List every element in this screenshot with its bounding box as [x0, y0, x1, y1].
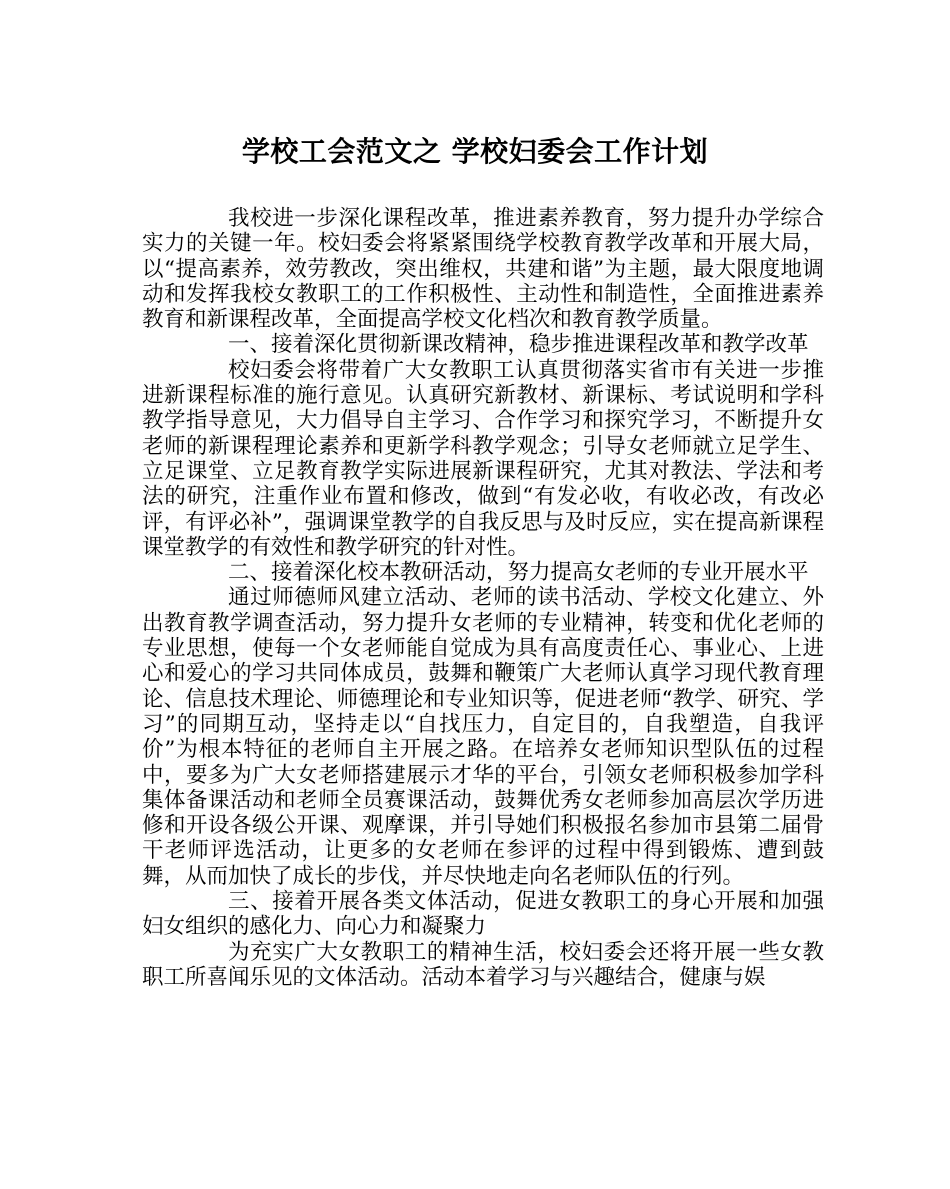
section-heading-2: 二、接着深化校本教研活动，努力提高女老师的专业开展水平 — [228, 560, 809, 586]
section-body-3: 为充实广大女教职工的精神生活，校妇委会还将开展一些女教职工所喜闻乐见的文体活动。活动本着学习与兴趣结合，健康与娱 — [142, 939, 824, 990]
section-body-1: 校妇委会将带着广大女教职工认真贯彻落实省市有关进一步推进新课程标准的施行意见。认真研究新教材、新课标、考试说明和学科教学指导意见，大力倡导自主学习、合作学习和探究学习，不断提升女老师的新课程理论素养和更新学科教学观念；引导女老师就立足学生、立足课堂、立足教育教学实际进展新课程研究，尤其对教法、学法和考法的研究，注重作业布置和修改，做到“有发必收，有收必改，有改必评，有评必补”，强调课堂教学的自我反思与及时反应，实在提高新课程课堂教学的有效性和教学研究的针对性。 — [142, 357, 824, 560]
section-body-2: 通过师德师风建立活动、老师的读书活动、学校文化建立、外出教育教学调查活动，努力提升女老师的专业精神，转变和优化老师的专业思想，使每一个女老师能自觉成为具有高度责任心、事业心、上进心和爱心的学习共同体成员，鼓舞和鞭策广大老师认真学习现代教育理论、信息技术理论、师德理论和专业知识等，促进老师“教学、研究、学习”的同期互动，坚持走以“自找压力，自定目的，自我塑造，自我评价”为根本特征的老师自主开展之路。在培养女老师知识型队伍的过程中，要多为广大女老师搭建展示才华的平台，引领女老师积极参加学科集体备课活动和老师全员赛课活动，鼓舞优秀女老师参加高层次学历进修和开设各级公开课、观摩课，并引导她们积极报名参加市县第二届骨干老师评选活动，让更多的女老师在参评的过程中得到锻炼、遭到鼓舞，从而加快了成长的步伐，并尽快地走向名老师队伍的行列。 — [142, 585, 824, 889]
document-body — [142, 206, 824, 990]
intro-paragraph: 我校进一步深化课程改革，推进素养教育，努力提升办学综合实力的关键一年。校妇委会将紧紧围绕学校教育教学改革和开展大局，以“提高素养，效劳教改，突出维权，共建和谐”为主题，最大限度地调动和发挥我校女教职工的工作积极性、主动性和制造性，全面推进素养教育和新课程改革，全面提高学校文化档次和教育教学质量。 — [142, 206, 824, 333]
section-heading-3: 三、接着开展各类文体活动，促进女教职工的身心开展和加强妇女组织的感化力、向心力和凝聚力 — [142, 889, 824, 940]
section-heading-1: 一、接着深化贯彻新课改精神，稳步推进课程改革和教学改革 — [228, 332, 809, 358]
document-title: 学校工会范文之 学校妇委会工作计划 — [241, 135, 709, 168]
